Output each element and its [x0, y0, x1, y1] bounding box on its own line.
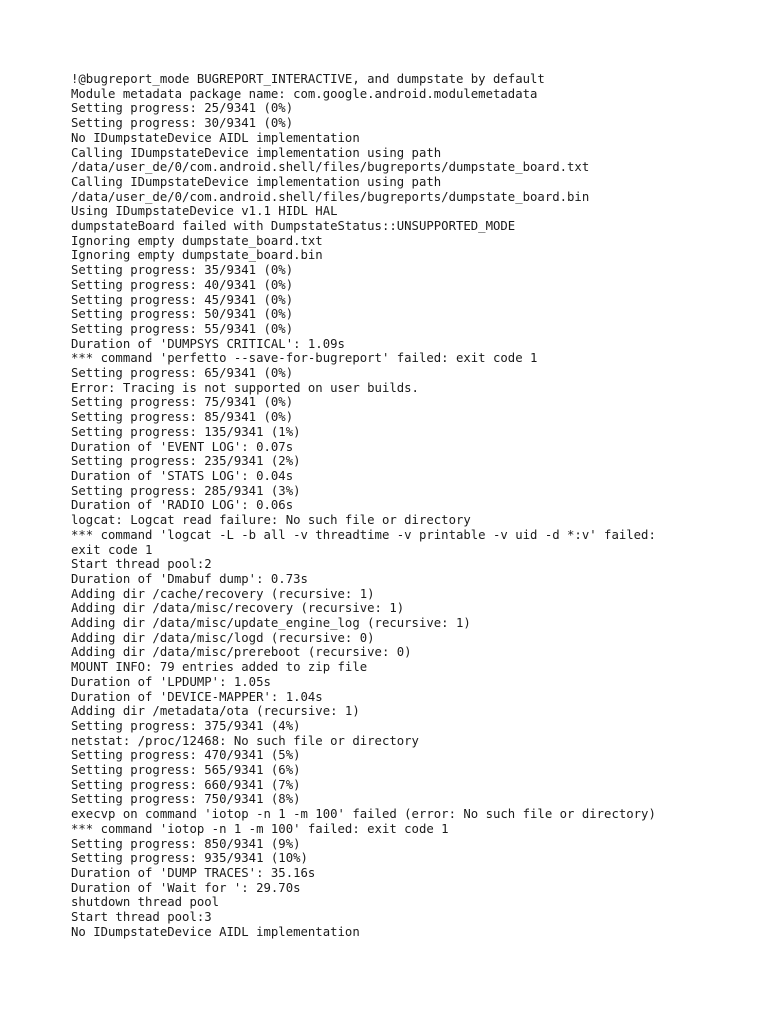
log-line: exit code 1 [71, 542, 153, 557]
log-line: Calling IDumpstateDevice implementation using path [71, 145, 442, 160]
log-line: Setting progress: 375/9341 (4%) [71, 718, 301, 733]
log-line: *** command 'iotop -n 1 -m 100' failed: exit code 1 [71, 821, 449, 836]
log-text [71, 72, 751, 939]
log-line: Duration of 'DEVICE-MAPPER': 1.04s [71, 689, 323, 704]
log-line: Adding dir /data/misc/logd (recursive: 0) [71, 630, 375, 645]
log-line: Ignoring empty dumpstate_board.txt [71, 233, 323, 248]
log-line: Duration of 'Dmabuf dump': 0.73s [71, 571, 308, 586]
log-line: dumpstateBoard failed with DumpstateStatus::UNSUPPORTED_MODE [71, 219, 516, 234]
log-line: Setting progress: 135/9341 (1%) [71, 424, 301, 439]
log-line: *** command 'logcat -L -b all -v threadtime -v printable -v uid -d *:v' failed: [71, 527, 656, 542]
log-line: Setting progress: 850/9341 (9%) [71, 836, 301, 851]
log-line: netstat: /proc/12468: No such file or directory [71, 733, 419, 748]
log-line: Module metadata package name: com.google.android.modulemetadata [71, 86, 538, 101]
log-line: MOUNT INFO: 79 entries added to zip file [71, 660, 368, 675]
log-line: Start thread pool:2 [71, 557, 212, 572]
log-line: Setting progress: 50/9341 (0%) [71, 307, 294, 322]
log-line: No IDumpstateDevice AIDL implementation [71, 130, 360, 145]
log-line: Duration of 'STATS LOG': 0.04s [71, 468, 294, 483]
log-line: Duration of 'LPDUMP': 1.05s [71, 674, 271, 689]
log-line: /data/user_de/0/com.android.shell/files/bugreports/dumpstate_board.txt [71, 160, 590, 175]
log-line: Adding dir /data/misc/recovery (recursive: 1) [71, 601, 405, 616]
log-line: Duration of 'EVENT LOG': 0.07s [71, 439, 294, 454]
log-line: Duration of 'DUMPSYS CRITICAL': 1.09s [71, 336, 345, 351]
log-line: Setting progress: 65/9341 (0%) [71, 366, 294, 381]
log-line: Setting progress: 235/9341 (2%) [71, 454, 301, 469]
log-line: Setting progress: 75/9341 (0%) [71, 395, 294, 410]
log-line: *** command 'perfetto --save-for-bugreport' failed: exit code 1 [71, 351, 538, 366]
log-line: No IDumpstateDevice AIDL implementation [71, 924, 360, 939]
log-line: Setting progress: 935/9341 (10%) [71, 851, 308, 866]
log-line: Adding dir /metadata/ota (recursive: 1) [71, 704, 360, 719]
log-line: Setting progress: 40/9341 (0%) [71, 277, 294, 292]
log-line: Setting progress: 45/9341 (0%) [71, 292, 294, 307]
log-line: Duration of 'Wait for ': 29.70s [71, 880, 301, 895]
log-line: Setting progress: 565/9341 (6%) [71, 763, 301, 778]
log-line: Setting progress: 285/9341 (3%) [71, 483, 301, 498]
log-line: Setting progress: 35/9341 (0%) [71, 263, 294, 278]
log-line: !@bugreport_mode BUGREPORT_INTERACTIVE, and dumpstate by default [71, 72, 545, 86]
log-line: shutdown thread pool [71, 895, 220, 910]
log-line: Setting progress: 85/9341 (0%) [71, 410, 294, 425]
log-line: Adding dir /data/misc/update_engine_log (recursive: 1) [71, 616, 471, 631]
log-line: Duration of 'RADIO LOG': 0.06s [71, 498, 294, 513]
log-line: /data/user_de/0/com.android.shell/files/bugreports/dumpstate_board.bin [71, 189, 590, 204]
log-line: execvp on command 'iotop -n 1 -m 100' failed (error: No such file or directory) [71, 807, 656, 822]
log-line: Duration of 'DUMP TRACES': 35.16s [71, 865, 316, 880]
log-line: Setting progress: 55/9341 (0%) [71, 321, 294, 336]
log-line: Setting progress: 25/9341 (0%) [71, 101, 294, 116]
log-line: Setting progress: 470/9341 (5%) [71, 748, 301, 763]
log-line: Adding dir /cache/recovery (recursive: 1) [71, 586, 375, 601]
log-line: Setting progress: 660/9341 (7%) [71, 777, 301, 792]
log-line: logcat: Logcat read failure: No such file or directory [71, 513, 471, 528]
log-line: Ignoring empty dumpstate_board.bin [71, 248, 323, 263]
log-line: Adding dir /data/misc/prereboot (recursive: 0) [71, 645, 412, 660]
log-line: Setting progress: 30/9341 (0%) [71, 116, 294, 131]
log-line: Start thread pool:3 [71, 910, 212, 925]
log-line: Using IDumpstateDevice v1.1 HIDL HAL [71, 204, 338, 219]
log-line: Calling IDumpstateDevice implementation using path [71, 174, 442, 189]
log-line: Error: Tracing is not supported on user builds. [71, 380, 419, 395]
log-line: Setting progress: 750/9341 (8%) [71, 792, 301, 807]
